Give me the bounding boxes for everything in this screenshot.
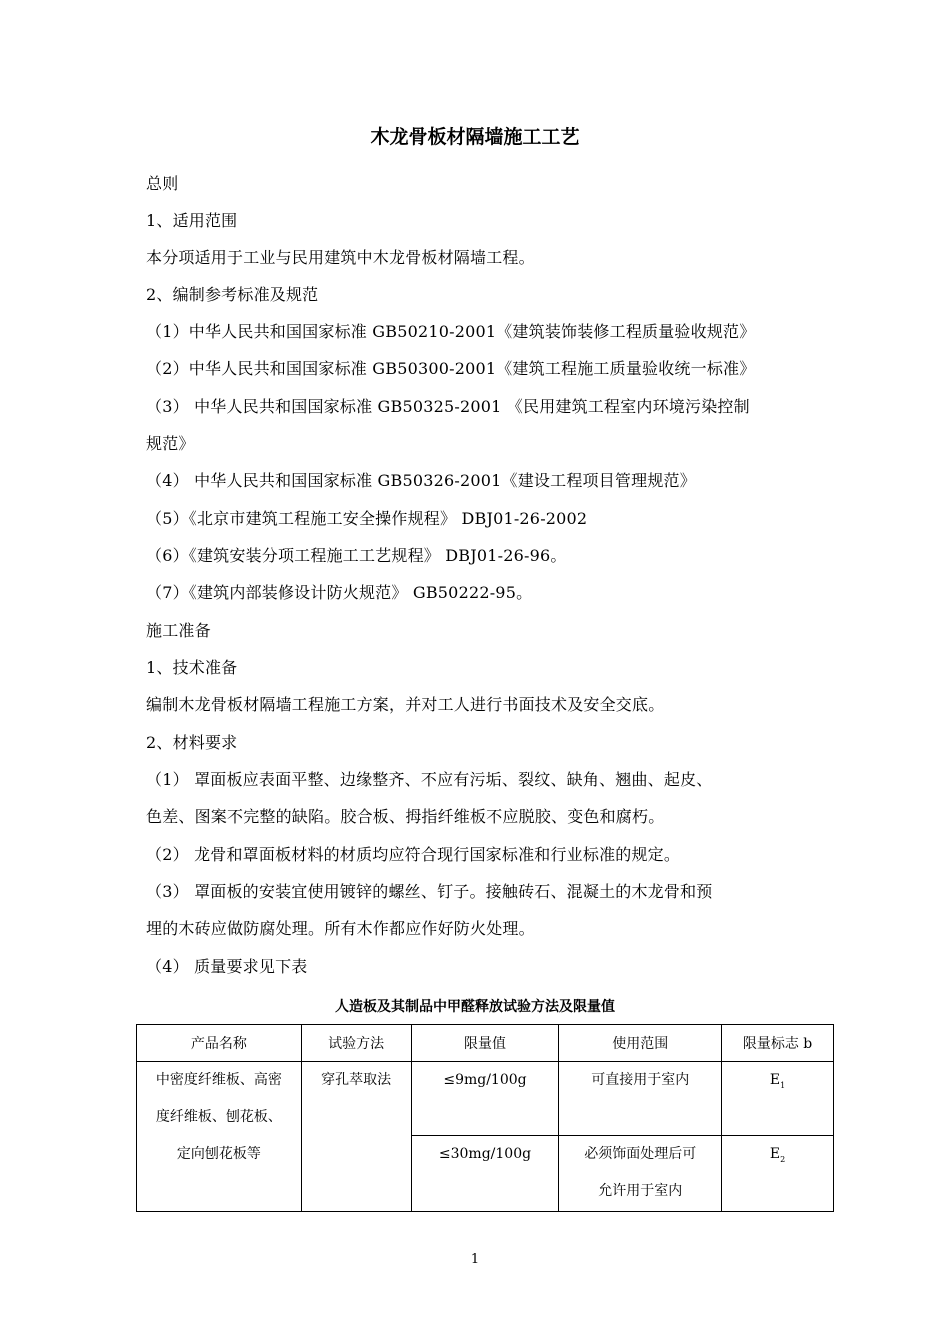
standard-item: （7）《建筑内部装修设计防火规范》 GB50222-95。 xyxy=(146,583,533,602)
paragraph: 编制木龙骨板材隔墙工程施工方案，并对工人进行书面技术及安全交底。 xyxy=(146,695,665,714)
limit-mark-cell xyxy=(722,1062,834,1136)
standard-item-continued: 规范》 xyxy=(146,434,195,453)
standard-item: （3） 中华人民共和国国家标准 GB50325-2001 《民用建筑工程室内环境污染控制 xyxy=(146,397,750,416)
table-header-cell: 限量值 xyxy=(411,1025,559,1062)
usage-scope-cell xyxy=(559,1136,722,1212)
limit-value-cell: ≤9mg/100g xyxy=(411,1062,559,1136)
page-number: 1 xyxy=(470,1252,480,1267)
section-heading-general: 总则 xyxy=(146,174,179,193)
usage-scope-line: 必须饰面处理后可 xyxy=(584,1146,697,1162)
usage-scope-line: 允许用于室内 xyxy=(598,1183,683,1199)
material-item-continued: 色差、图案不完整的缺陷。胶合板、拇指纤维板不应脱胶、变色和腐朽。 xyxy=(146,807,665,826)
standard-item: （2）中华人民共和国国家标准 GB50300-2001《建筑工程施工质量验收统一标准》 xyxy=(146,359,756,378)
material-item: （1） 罩面板应表面平整、边缘整齐、不应有污垢、裂纹、缺角、翘曲、起皮、 xyxy=(146,770,713,789)
material-item: （4） 质量要求见下表 xyxy=(146,957,308,976)
table-header-row xyxy=(137,1025,834,1062)
material-item: （2） 龙骨和罩面板材料的材质均应符合现行国家标准和行业标准的规定。 xyxy=(146,845,681,864)
test-method-cell: 穿孔萃取法 xyxy=(301,1062,411,1212)
table-header-cell: 产品名称 xyxy=(137,1025,302,1062)
limit-mark: E xyxy=(769,1072,781,1088)
usage-scope-cell xyxy=(559,1062,722,1136)
product-name-line: 定向刨花板等 xyxy=(176,1146,261,1162)
formaldehyde-limit-table xyxy=(136,1024,834,1212)
table-header-cell: 限量标志 b xyxy=(722,1025,834,1062)
table-header-cell: 试验方法 xyxy=(301,1025,411,1062)
standard-item: （4） 中华人民共和国国家标准 GB50326-2001《建设工程项目管理规范》 xyxy=(146,471,696,490)
limit-mark-subscript: 2 xyxy=(780,1155,786,1164)
table-row xyxy=(137,1062,834,1136)
limit-mark-subscript: 1 xyxy=(780,1081,786,1090)
material-item-continued: 埋的木砖应做防腐处理。所有木作都应作好防火处理。 xyxy=(146,919,535,938)
subheading-materials: 2、材料要求 xyxy=(146,733,238,752)
document-title: 木龙骨板材隔墙施工工艺 xyxy=(370,126,580,148)
subheading-technical: 1、技术准备 xyxy=(146,658,238,677)
material-item: （3） 罩面板的安装宜使用镀锌的螺丝、钉子。接触砖石、混凝土的木龙骨和预 xyxy=(146,882,713,901)
limit-mark: E xyxy=(769,1146,781,1162)
table-header-cell: 使用范围 xyxy=(559,1025,722,1062)
usage-scope-line: 可直接用于室内 xyxy=(591,1072,690,1088)
limit-mark-cell xyxy=(722,1136,834,1212)
subheading-scope: 1、适用范围 xyxy=(146,211,238,230)
paragraph: 本分项适用于工业与民用建筑中木龙骨板材隔墙工程。 xyxy=(146,248,535,267)
limit-value-cell: ≤30mg/100g xyxy=(411,1136,559,1212)
product-name-line: 度纤维板、刨花板、 xyxy=(155,1109,282,1125)
product-name-cell xyxy=(137,1062,302,1212)
standard-item: （6）《建筑安装分项工程施工工艺规程》 DBJ01-26-96。 xyxy=(146,546,567,565)
table-caption: 人造板及其制品中甲醛释放试验方法及限量值 xyxy=(335,999,615,1015)
section-heading-preparation: 施工准备 xyxy=(146,621,211,640)
subheading-standards: 2、编制参考标准及规范 xyxy=(146,285,319,304)
standard-item: （5）《北京市建筑工程施工安全操作规程》 DBJ01-26-2002 xyxy=(146,509,588,528)
product-name-line: 中密度纤维板、高密 xyxy=(155,1072,282,1088)
standard-item: （1）中华人民共和国国家标准 GB50210-2001《建筑装饰装修工程质量验收规范》 xyxy=(146,322,756,341)
